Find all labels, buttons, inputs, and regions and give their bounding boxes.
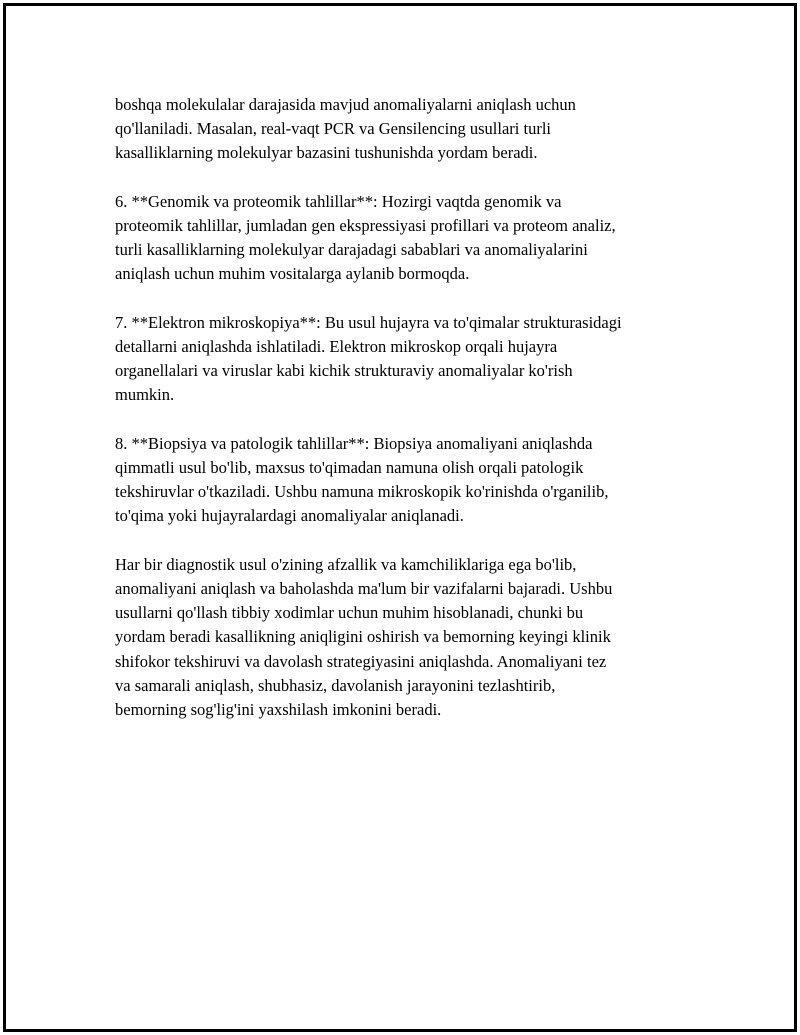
text-line: va samarali aniqlash, shubhasiz, davolanish jarayonini tezlashtirib, — [115, 675, 556, 695]
text-line: bemorning sog'lig'ini yaxshilash imkonini beradi. — [115, 700, 442, 720]
text-line: aniqlash uchun muhim vositalarga aylanib bormoqda. — [115, 264, 470, 284]
text-line: 7. **Elektron mikroskopiya**: Bu usul hujayra va to'qimalar strukturasidagi — [115, 312, 622, 332]
paragraph-electron-microscopy — [115, 311, 695, 408]
text-line: 6. **Genomik va proteomik tahlillar**: Hozirgi vaqtda genomik va — [115, 191, 562, 211]
paragraph-molecular-intro — [115, 93, 695, 166]
text-line: boshqa molekulalar darajasida mavjud anomaliyalarni aniqlash uchun — [115, 95, 576, 114]
text-line: 8. **Biopsiya va patologik tahlillar**: Biopsiya anomaliyani aniqlashda — [115, 433, 593, 453]
text-line: Har bir diagnostik usul o'zining afzallik va kamchiliklariga ega bo'lib, — [115, 554, 577, 574]
text-line: tekshiruvlar o'tkaziladi. Ushbu namuna mikroskopik ko'rinishda o'rganilib, — [115, 482, 609, 502]
paragraph-biopsy-pathology — [115, 432, 695, 529]
text-line: kasalliklarning molekulyar bazasini tushunishda yordam beradi. — [115, 143, 538, 163]
text-line: yordam beradi kasallikning aniqligini oshirish va bemorning keyingi klinik — [115, 627, 611, 647]
text-line: proteomik tahlillar, jumladan gen ekspressiyasi profillari va proteom analiz, — [115, 216, 616, 235]
text-line: detallarni aniqlashda ishlatiladi. Elektron mikroskop orqali hujayra — [115, 337, 558, 356]
text-line: qimmatli usul bo'lib, maxsus to'qimadan namuna olish orqali patologik — [115, 458, 584, 477]
text-line: mumkin. — [115, 385, 175, 405]
text-line: shifokor tekshiruvi va davolash strategiyasini aniqlashda. Anomaliyani tez — [115, 651, 607, 671]
text-line: turli kasalliklarning molekulyar darajadagi sabablari va anomaliyalarini — [115, 240, 588, 260]
text-line: anomaliyani aniqlash va baholashda ma'lum bir vazifalarni bajaradi. Ushbu — [115, 579, 613, 598]
text-line: organellalari va viruslar kabi kichik strukturaviy anomaliyalar ko'rish — [115, 361, 573, 381]
paragraph-conclusion — [115, 553, 695, 722]
text-line: usullarni qo'llash tibbiy xodimlar uchun muhim hisoblanadi, chunki bu — [115, 603, 584, 623]
text-line: qo'llaniladi. Masalan, real-vaqt PCR va Gensilencing usullari turli — [115, 119, 552, 139]
document-body — [115, 93, 695, 746]
paragraph-genomic-proteomic — [115, 190, 695, 287]
text-line: to'qima yoki hujayralardagi anomaliyalar aniqlanadi. — [115, 506, 464, 526]
